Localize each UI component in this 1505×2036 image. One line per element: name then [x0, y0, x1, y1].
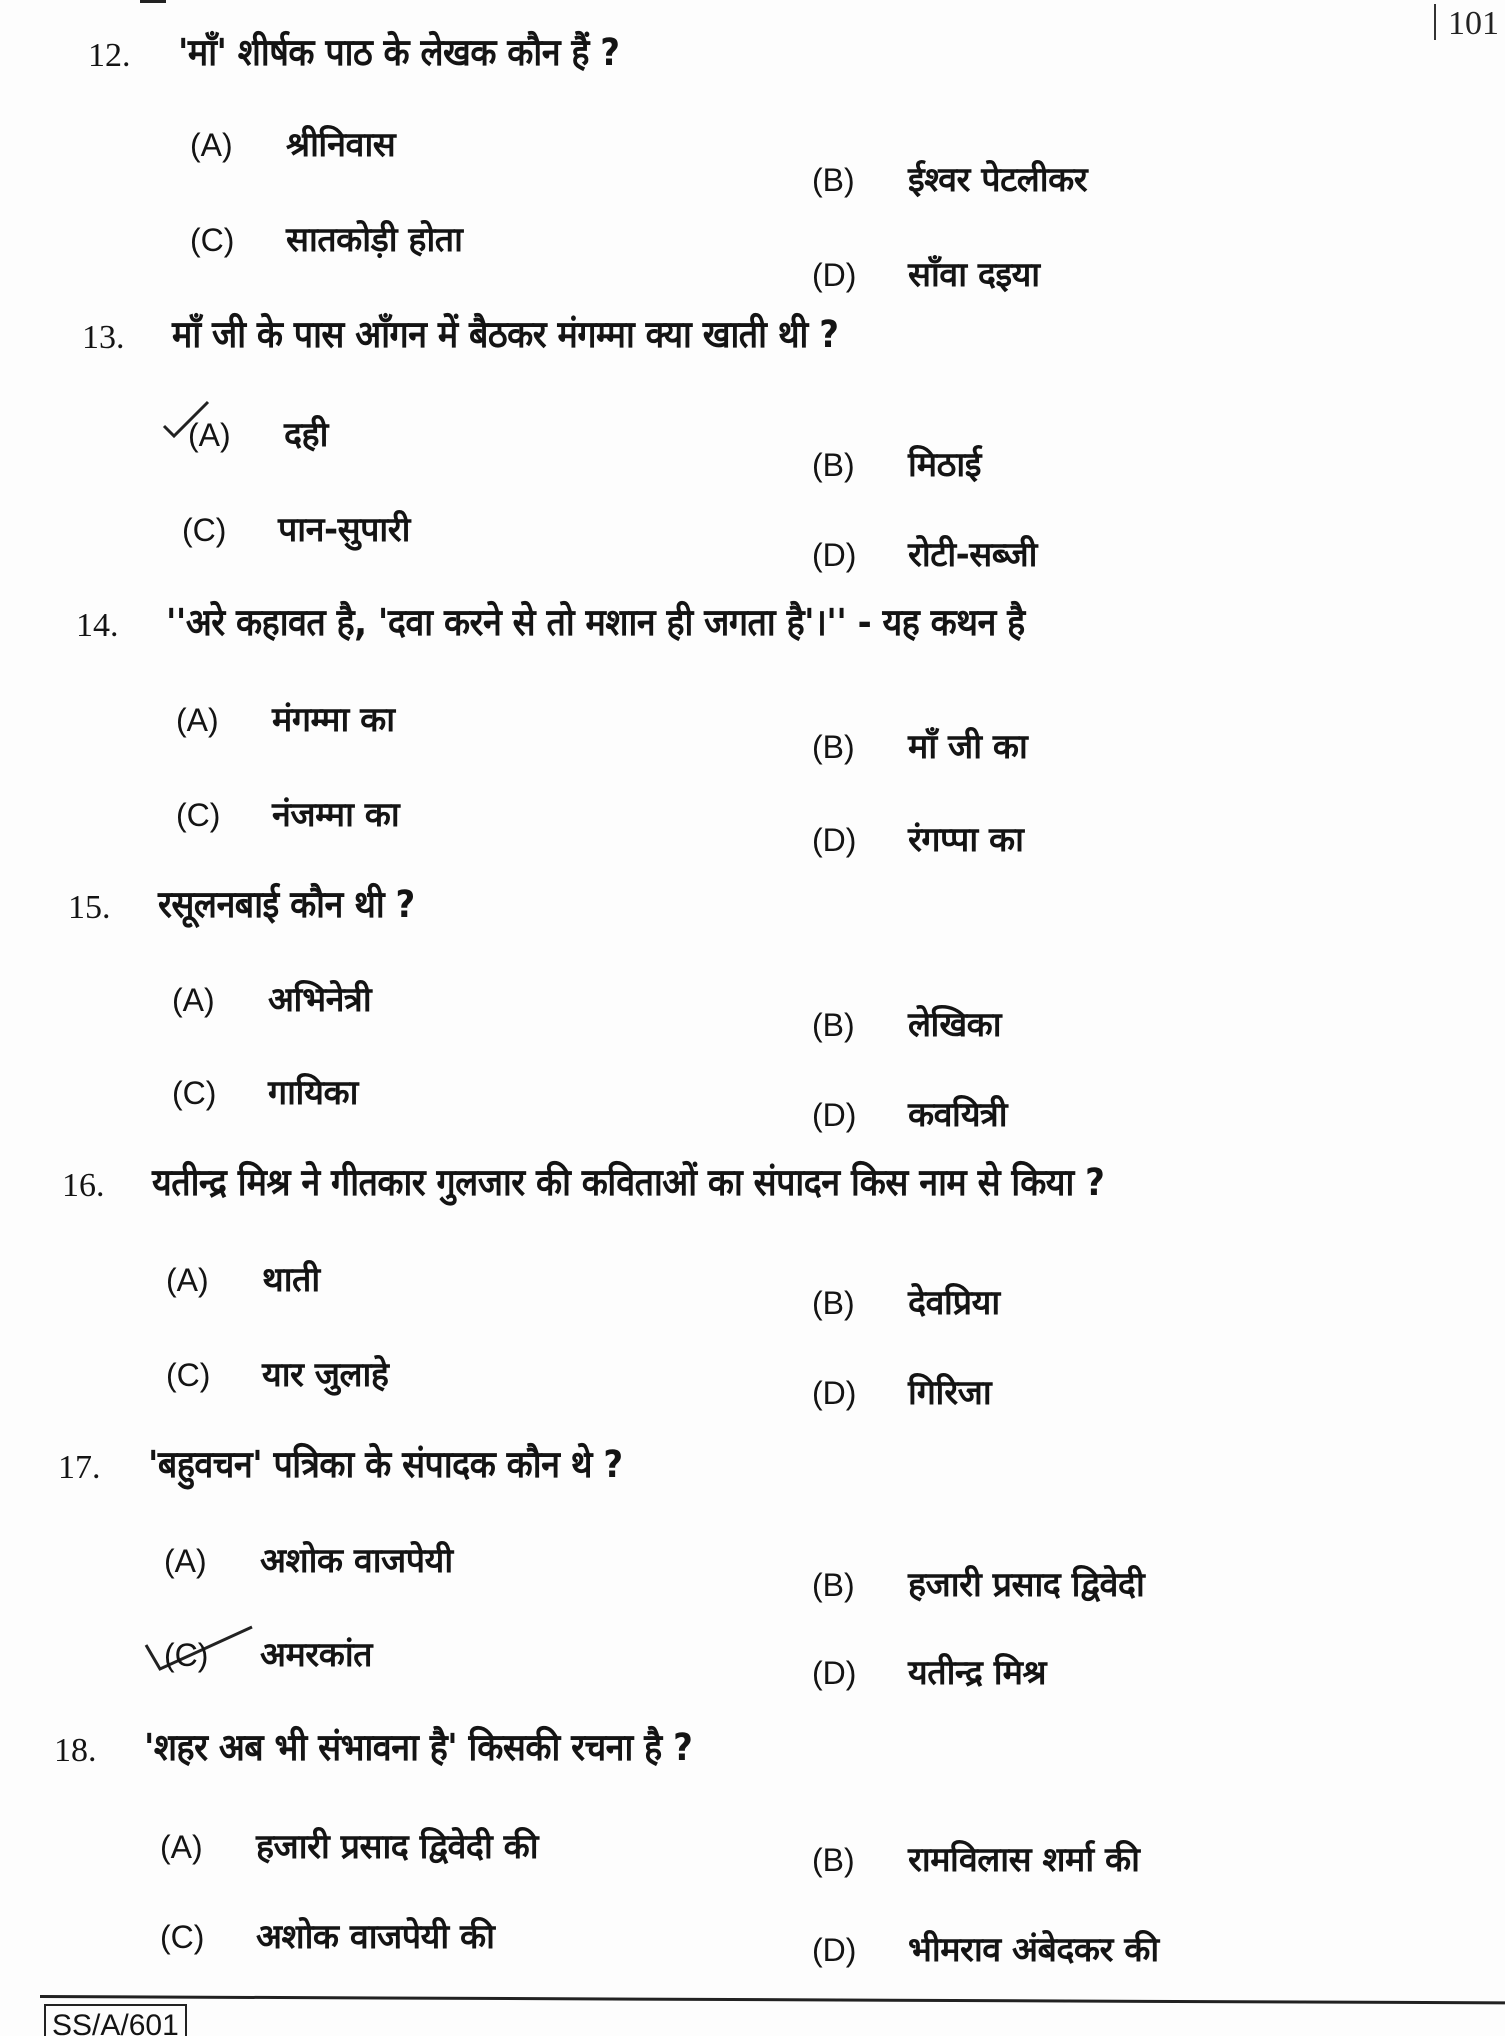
option-a[interactable]: [190, 120, 395, 166]
option-label: (A): [190, 127, 233, 163]
option-text: माँ जी का: [908, 727, 1028, 767]
option-text: अमरकांत: [260, 1635, 373, 1675]
option-d[interactable]: [812, 815, 1023, 861]
option-label: (B): [812, 1285, 855, 1321]
option-c[interactable]: [172, 1068, 358, 1114]
option-label: (C): [182, 512, 227, 548]
option-c[interactable]: [190, 215, 462, 261]
option-label: (B): [812, 1842, 855, 1878]
option-text: थाती: [262, 1260, 320, 1300]
option-label: (B): [812, 729, 855, 765]
question-text: 'माँ' शीर्षक पाठ के लेखक कौन हैं ?: [178, 30, 620, 75]
option-text: गायिका: [268, 1073, 358, 1113]
option-text: गिरिजा: [908, 1373, 992, 1413]
question-text: ''अरे कहावत है, 'दवा करने से तो मशान ही जगता है'।'' - यह कथन है: [166, 600, 1025, 645]
option-text: कवयित्री: [908, 1095, 1008, 1135]
question-stem: [54, 1725, 692, 1771]
option-label: (C): [190, 222, 235, 258]
option-a[interactable]: [172, 975, 371, 1021]
option-label: (D): [812, 257, 857, 293]
option-label: (A): [172, 982, 215, 1018]
question-number: 13.: [82, 319, 125, 356]
option-b[interactable]: [812, 1278, 1000, 1324]
option-label: (D): [812, 1655, 857, 1691]
option-d[interactable]: [812, 1090, 1007, 1136]
option-d[interactable]: [812, 250, 1040, 296]
question-number: 18.: [54, 1732, 97, 1769]
option-d[interactable]: [812, 1925, 1159, 1971]
page-number-bracket: [1434, 4, 1436, 40]
option-label: (B): [812, 162, 855, 198]
option-c[interactable]: [166, 1350, 388, 1396]
option-label: (C): [166, 1357, 211, 1393]
paper-code: SS/A/601: [44, 2004, 187, 2036]
option-d[interactable]: [812, 530, 1037, 576]
question-number: 16.: [62, 1167, 105, 1204]
footer-rule: [40, 1995, 1505, 2004]
question-text: 'बहुवचन' पत्रिका के संपादक कौन थे ?: [148, 1442, 623, 1487]
option-c[interactable]: [182, 505, 410, 551]
option-c[interactable]: [176, 790, 399, 836]
question-number: 17.: [58, 1449, 101, 1486]
question-number: 15.: [68, 889, 111, 926]
option-label: (B): [812, 1567, 855, 1603]
question-number: 14.: [76, 607, 119, 644]
option-b[interactable]: [812, 1560, 1144, 1606]
option-label: (C): [160, 1919, 205, 1955]
question-stem: [88, 30, 620, 76]
option-text: नंजम्मा का: [272, 795, 400, 835]
question-stem: [58, 1442, 623, 1488]
question-stem: [68, 882, 415, 928]
option-label: (C): [176, 797, 221, 833]
option-a[interactable]: [164, 1536, 453, 1582]
option-label: (B): [812, 447, 855, 483]
option-label: (D): [812, 537, 857, 573]
option-c[interactable]: [160, 1912, 494, 1958]
page-number: [1434, 4, 1499, 43]
option-text: यतीन्द्र मिश्र: [908, 1653, 1047, 1693]
option-text: दही: [284, 415, 328, 455]
option-b[interactable]: [812, 155, 1087, 201]
option-c[interactable]: [164, 1630, 372, 1676]
option-text: श्रीनिवास: [286, 125, 396, 165]
option-label: (A): [166, 1262, 209, 1298]
option-text: मंगम्मा का: [272, 700, 395, 740]
question-text: यतीन्द्र मिश्र ने गीतकार गुलजार की कविताओं का संपादन किस नाम से किया ?: [152, 1160, 1105, 1205]
question-number: 12.: [88, 37, 131, 74]
option-label: (C): [164, 1637, 209, 1673]
option-text: भीमराव अंबेदकर की: [908, 1930, 1159, 1970]
option-label: (B): [812, 1007, 855, 1043]
option-text: मिठाई: [908, 445, 981, 485]
option-label: (A): [176, 702, 219, 738]
option-a[interactable]: [176, 695, 395, 741]
option-label: (D): [812, 1097, 857, 1133]
option-label: (C): [172, 1075, 217, 1111]
option-text: हजारी प्रसाद द्विवेदी: [908, 1565, 1145, 1605]
option-a[interactable]: [188, 410, 328, 456]
question-stem: [76, 600, 1025, 646]
option-label: (A): [160, 1829, 203, 1865]
option-text: देवप्रिया: [908, 1283, 1000, 1323]
option-text: ईश्वर पेटलीकर: [908, 160, 1088, 200]
question-stem: [82, 312, 838, 358]
option-text: अशोक वाजपेयी: [260, 1541, 453, 1581]
question-text: माँ जी के पास आँगन में बैठकर मंगम्मा क्या खाती थी ?: [172, 312, 839, 357]
option-b[interactable]: [812, 1835, 1139, 1881]
option-label: (A): [188, 417, 231, 453]
option-d[interactable]: [812, 1368, 991, 1414]
option-label: (D): [812, 1375, 857, 1411]
question-stem: [62, 1160, 1104, 1206]
option-text: साँवा दइया: [908, 255, 1040, 295]
option-b[interactable]: [812, 1000, 1001, 1046]
option-text: हजारी प्रसाद द्विवेदी की: [256, 1827, 539, 1867]
option-a[interactable]: [160, 1822, 538, 1868]
option-text: रामविलास शर्मा की: [908, 1840, 1140, 1880]
option-text: रंगप्पा का: [908, 820, 1024, 860]
option-text: रोटी-सब्जी: [908, 535, 1037, 575]
option-text: सातकोड़ी होता: [286, 220, 463, 260]
question-text: 'शहर अब भी संभावना है' किसकी रचना है ?: [144, 1725, 693, 1770]
option-text: यार जुलाहे: [262, 1355, 389, 1395]
top-edge-mark: [140, 0, 166, 3]
option-a[interactable]: [166, 1255, 320, 1301]
option-text: पान-सुपारी: [278, 510, 410, 550]
page-number-value: 101: [1448, 5, 1499, 42]
option-label: (A): [164, 1543, 207, 1579]
option-d[interactable]: [812, 1648, 1046, 1694]
option-b[interactable]: [812, 722, 1027, 768]
question-text: रसूलनबाई कौन थी ?: [158, 882, 415, 927]
option-text: लेखिका: [908, 1005, 1002, 1045]
option-b[interactable]: [812, 440, 981, 486]
option-label: (D): [812, 822, 857, 858]
option-label: (D): [812, 1932, 857, 1968]
option-text: अशोक वाजपेयी की: [256, 1917, 495, 1957]
option-text: अभिनेत्री: [268, 980, 372, 1020]
